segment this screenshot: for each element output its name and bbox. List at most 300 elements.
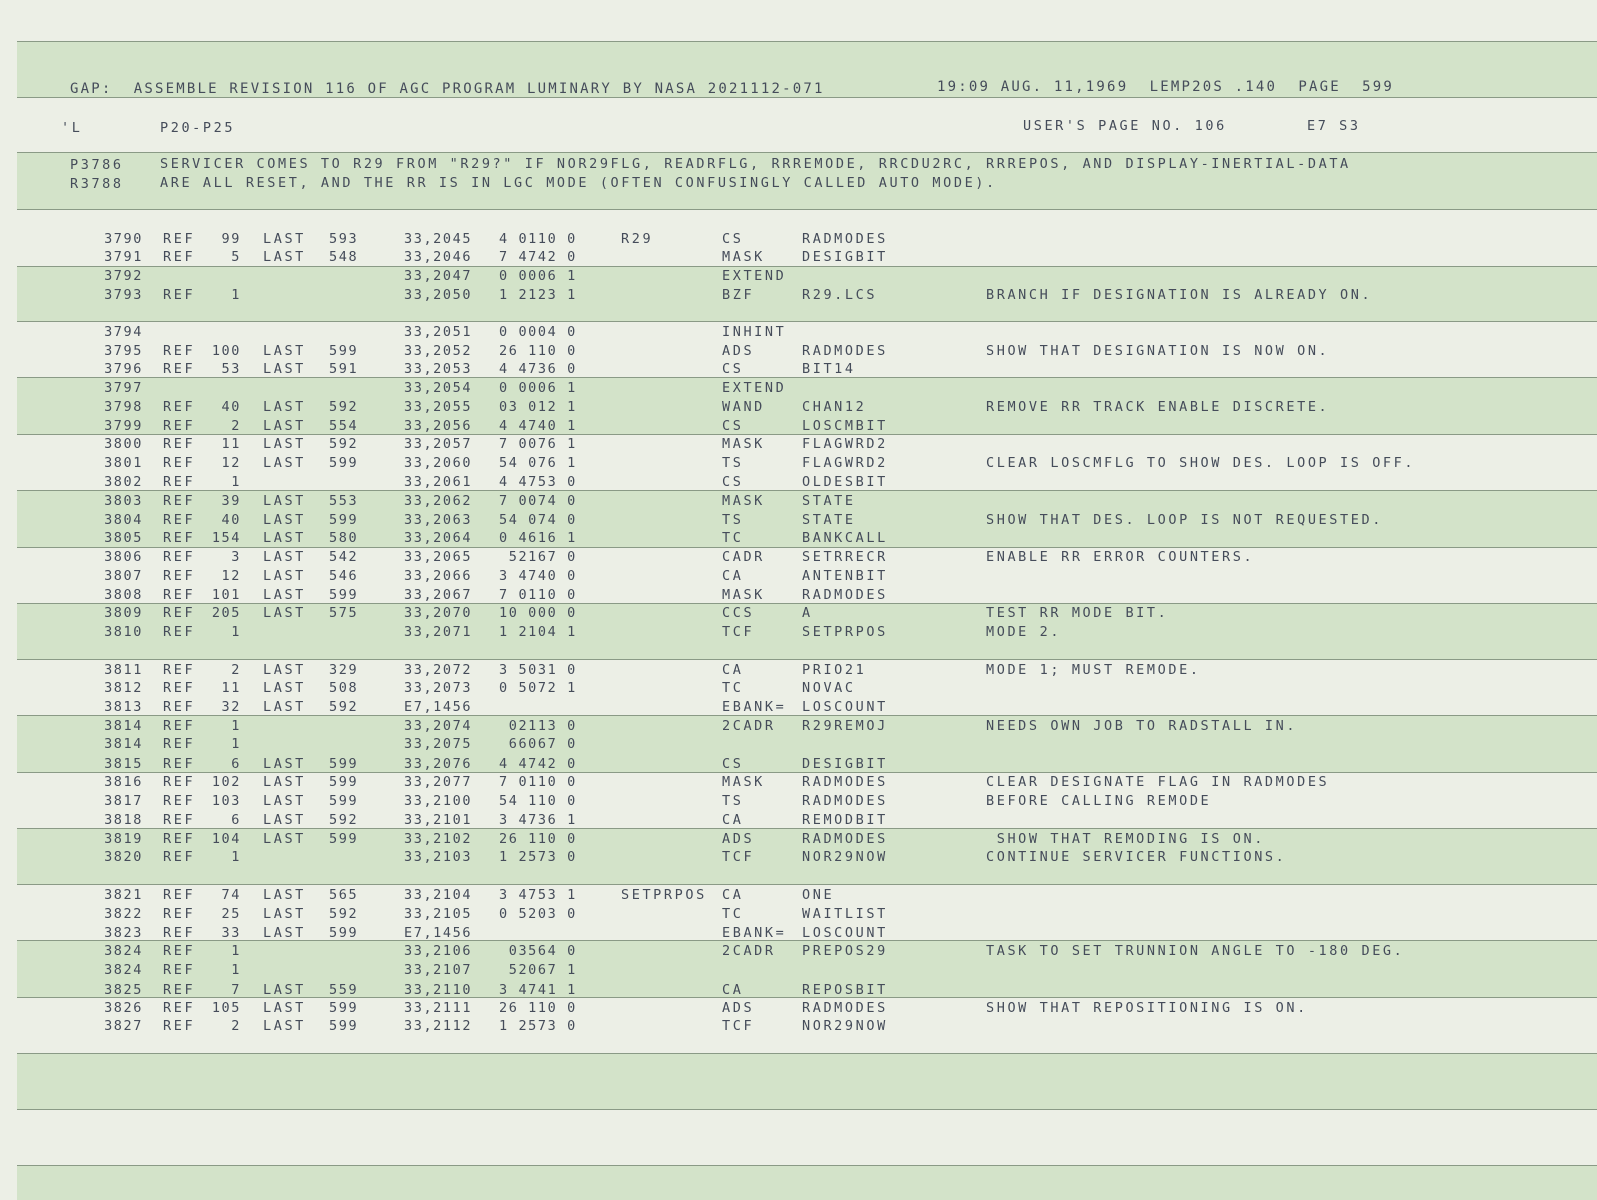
operand: CHAN12 xyxy=(802,399,867,415)
ref-tag: REF xyxy=(163,436,196,452)
ref-tag: REF xyxy=(163,399,196,415)
last-page: 580 xyxy=(329,530,359,546)
ref-count: 1 xyxy=(231,849,241,865)
octal-code: 54 076 1 xyxy=(499,455,577,471)
operand: DESIGBIT xyxy=(802,249,888,265)
opcode: MASK xyxy=(722,774,765,790)
address: 33,2052 xyxy=(404,343,473,359)
printout-sheet xyxy=(17,0,1597,1200)
last-page: 592 xyxy=(329,812,359,828)
operand: NOR29NOW xyxy=(802,849,888,865)
remark-line-loc: R3788 xyxy=(70,176,124,192)
address: 33,2076 xyxy=(404,756,473,772)
users-page-number: USER'S PAGE NO. 106 xyxy=(1023,118,1227,134)
last-page: 329 xyxy=(329,662,359,678)
line-number: 3797 xyxy=(104,380,143,396)
address: 33,2053 xyxy=(404,361,473,377)
band-divider xyxy=(17,1109,1597,1110)
ref-tag: REF xyxy=(163,812,196,828)
last-page: 565 xyxy=(329,887,359,903)
band-divider xyxy=(17,884,1597,885)
opcode: TS xyxy=(722,793,744,809)
ref-tag: REF xyxy=(163,793,196,809)
opcode: CS xyxy=(722,231,744,247)
symbol-label: SETPRPOS xyxy=(621,887,707,903)
octal-code: 4 4736 0 xyxy=(499,361,577,377)
ref-tag: REF xyxy=(163,925,196,941)
ref-tag: REF xyxy=(163,287,196,303)
operand: STATE xyxy=(802,493,856,509)
remark-line: SERVICER COMES TO R29 FROM "R29?" IF NOR29FLG, READRFLG, RRREMODE, RRCDU2RC, RRREPOS, AND DISPLAY-INERTIAL-DATA xyxy=(160,156,1351,172)
ref-tag: REF xyxy=(163,906,196,922)
listing-flag: 'L xyxy=(61,120,83,136)
address: 33,2066 xyxy=(404,568,473,584)
octal-code: 02113 0 xyxy=(499,718,577,734)
ref-tag: REF xyxy=(163,962,196,978)
last-tag: LAST xyxy=(263,587,306,603)
last-page: 599 xyxy=(329,756,359,772)
operand: R29REMOJ xyxy=(802,718,888,734)
octal-code: 0 5203 0 xyxy=(499,906,577,922)
line-number: 3812 xyxy=(104,680,143,696)
opcode: MASK xyxy=(722,249,765,265)
ref-count: 74 xyxy=(221,887,241,903)
comment: TEST RR MODE BIT. xyxy=(986,605,1169,621)
address: 33,2107 xyxy=(404,962,473,978)
last-page: 599 xyxy=(329,774,359,790)
address: E7,1456 xyxy=(404,925,473,941)
ref-tag: REF xyxy=(163,455,196,471)
octal-code: 54 110 0 xyxy=(499,793,577,809)
line-number: 3811 xyxy=(104,662,143,678)
ref-tag: REF xyxy=(163,418,196,434)
operand: A xyxy=(802,605,813,621)
ref-tag: REF xyxy=(163,512,196,528)
opcode: TCF xyxy=(722,849,755,865)
operand: ONE xyxy=(802,887,835,903)
line-number: 3795 xyxy=(104,343,143,359)
ref-count: 12 xyxy=(221,455,241,471)
ref-count: 99 xyxy=(221,231,241,247)
ref-count: 103 xyxy=(211,793,241,809)
octal-code: 1 2573 0 xyxy=(499,849,577,865)
address: 33,2060 xyxy=(404,455,473,471)
ref-tag: REF xyxy=(163,549,196,565)
ref-count: 32 xyxy=(221,699,241,715)
ref-count: 102 xyxy=(211,774,241,790)
address: 33,2062 xyxy=(404,493,473,509)
opcode: CADR xyxy=(722,549,765,565)
last-tag: LAST xyxy=(263,605,306,621)
address: 33,2055 xyxy=(404,399,473,415)
last-page: 554 xyxy=(329,418,359,434)
ref-tag: REF xyxy=(163,849,196,865)
octal-code: 1 2573 0 xyxy=(499,1018,577,1034)
address: 33,2051 xyxy=(404,324,473,340)
octal-code: 26 110 0 xyxy=(499,1000,577,1016)
ref-count: 39 xyxy=(221,493,241,509)
address: 33,2061 xyxy=(404,474,473,490)
opcode: INHINT xyxy=(722,324,787,340)
operand: ANTENBIT xyxy=(802,568,888,584)
operand: FLAGWRD2 xyxy=(802,455,888,471)
last-tag: LAST xyxy=(263,680,306,696)
address: 33,2046 xyxy=(404,249,473,265)
ref-count: 2 xyxy=(231,1018,241,1034)
ref-count: 11 xyxy=(221,680,241,696)
opcode: CA xyxy=(722,662,744,678)
green-bar-band xyxy=(17,1053,1597,1109)
address: 33,2106 xyxy=(404,943,473,959)
last-tag: LAST xyxy=(263,1000,306,1016)
line-number: 3803 xyxy=(104,493,143,509)
operand: DESIGBIT xyxy=(802,756,888,772)
last-tag: LAST xyxy=(263,756,306,772)
last-tag: LAST xyxy=(263,493,306,509)
octal-code: 03564 0 xyxy=(499,943,577,959)
address: 33,2045 xyxy=(404,231,473,247)
ref-tag: REF xyxy=(163,587,196,603)
octal-code: 0 0006 1 xyxy=(499,268,577,284)
last-tag: LAST xyxy=(263,699,306,715)
last-tag: LAST xyxy=(263,887,306,903)
octal-code: 0 4616 1 xyxy=(499,530,577,546)
address: 33,2110 xyxy=(404,982,473,998)
last-tag: LAST xyxy=(263,231,306,247)
ref-count: 154 xyxy=(211,530,241,546)
band-divider xyxy=(17,41,1597,42)
opcode: CA xyxy=(722,887,744,903)
address: 33,2067 xyxy=(404,587,473,603)
last-page: 599 xyxy=(329,793,359,809)
octal-code: 0 0006 1 xyxy=(499,380,577,396)
last-tag: LAST xyxy=(263,793,306,809)
operand: NOVAC xyxy=(802,680,856,696)
address: 33,2071 xyxy=(404,624,473,640)
comment: TASK TO SET TRUNNION ANGLE TO -180 DEG. xyxy=(986,943,1405,959)
address: 33,2103 xyxy=(404,849,473,865)
octal-code: 0 0004 0 xyxy=(499,324,577,340)
ref-tag: REF xyxy=(163,943,196,959)
line-number: 3810 xyxy=(104,624,143,640)
line-number: 3806 xyxy=(104,549,143,565)
ref-count: 7 xyxy=(231,982,241,998)
opcode: ADS xyxy=(722,831,755,847)
opcode: CA xyxy=(722,812,744,828)
ref-tag: REF xyxy=(163,756,196,772)
opcode: CA xyxy=(722,982,744,998)
octal-code: 10 000 0 xyxy=(499,605,577,621)
last-tag: LAST xyxy=(263,418,306,434)
last-tag: LAST xyxy=(263,982,306,998)
opcode: CA xyxy=(722,568,744,584)
octal-code: 7 4742 0 xyxy=(499,249,577,265)
octal-code: 3 4736 1 xyxy=(499,812,577,828)
line-number: 3798 xyxy=(104,399,143,415)
comment: BRANCH IF DESIGNATION IS ALREADY ON. xyxy=(986,287,1373,303)
comment: SHOW THAT DESIGNATION IS NOW ON. xyxy=(986,343,1330,359)
opcode: TC xyxy=(722,680,744,696)
ref-tag: REF xyxy=(163,493,196,509)
address: 33,2073 xyxy=(404,680,473,696)
address: 33,2057 xyxy=(404,436,473,452)
comment: SHOW THAT REMODING IS ON. xyxy=(986,831,1265,847)
comment: SHOW THAT DES. LOOP IS NOT REQUESTED. xyxy=(986,512,1383,528)
line-number: 3821 xyxy=(104,887,143,903)
line-number: 3791 xyxy=(104,249,143,265)
operand: FLAGWRD2 xyxy=(802,436,888,452)
ref-tag: REF xyxy=(163,1018,196,1034)
ref-tag: REF xyxy=(163,361,196,377)
operand: LOSCOUNT xyxy=(802,925,888,941)
octal-code: 66067 0 xyxy=(499,736,577,752)
band-divider xyxy=(17,209,1597,210)
address: 33,2070 xyxy=(404,605,473,621)
line-number: 3815 xyxy=(104,756,143,772)
last-page: 559 xyxy=(329,982,359,998)
ref-count: 5 xyxy=(231,249,241,265)
octal-code: 1 2104 1 xyxy=(499,624,577,640)
octal-code: 3 4741 1 xyxy=(499,982,577,998)
address: 33,2100 xyxy=(404,793,473,809)
line-number: 3814 xyxy=(104,736,143,752)
last-tag: LAST xyxy=(263,530,306,546)
line-number: 3809 xyxy=(104,605,143,621)
octal-code: 3 5031 0 xyxy=(499,662,577,678)
opcode: TS xyxy=(722,455,744,471)
address: 33,2074 xyxy=(404,718,473,734)
comment: CONTINUE SERVICER FUNCTIONS. xyxy=(986,849,1287,865)
operand: PREPOS29 xyxy=(802,943,888,959)
address: 33,2054 xyxy=(404,380,473,396)
line-number: 3819 xyxy=(104,831,143,847)
ref-tag: REF xyxy=(163,568,196,584)
ref-tag: REF xyxy=(163,1000,196,1016)
comment: CLEAR DESIGNATE FLAG IN RADMODES xyxy=(986,774,1330,790)
operand: PRIO21 xyxy=(802,662,867,678)
ref-count: 53 xyxy=(221,361,241,377)
operand: RADMODES xyxy=(802,1000,888,1016)
line-number: 3827 xyxy=(104,1018,143,1034)
last-page: 599 xyxy=(329,343,359,359)
ref-tag: REF xyxy=(163,624,196,640)
last-tag: LAST xyxy=(263,343,306,359)
ref-count: 100 xyxy=(211,343,241,359)
symbol-label: R29 xyxy=(621,231,654,247)
last-tag: LAST xyxy=(263,568,306,584)
address: 33,2112 xyxy=(404,1018,473,1034)
opcode: TCF xyxy=(722,624,755,640)
line-number: 3794 xyxy=(104,324,143,340)
last-tag: LAST xyxy=(263,812,306,828)
line-number: 3792 xyxy=(104,268,143,284)
last-tag: LAST xyxy=(263,831,306,847)
ref-tag: REF xyxy=(163,231,196,247)
operand: STATE xyxy=(802,512,856,528)
opcode: CCS xyxy=(722,605,755,621)
opcode: EBANK= xyxy=(722,925,787,941)
opcode: 2CADR xyxy=(722,943,776,959)
last-page: 592 xyxy=(329,436,359,452)
last-page: 592 xyxy=(329,906,359,922)
last-page: 542 xyxy=(329,549,359,565)
ref-count: 6 xyxy=(231,756,241,772)
address: E7,1456 xyxy=(404,699,473,715)
ref-count: 1 xyxy=(231,718,241,734)
last-tag: LAST xyxy=(263,549,306,565)
ref-count: 105 xyxy=(211,1000,241,1016)
opcode: CS xyxy=(722,361,744,377)
octal-code: 7 0110 0 xyxy=(499,587,577,603)
line-number: 3790 xyxy=(104,231,143,247)
opcode: TC xyxy=(722,906,744,922)
line-number: 3793 xyxy=(104,287,143,303)
ref-count: 205 xyxy=(211,605,241,621)
timestamp-page-header: 19:09 AUG. 11,1969 LEMP20S .140 PAGE 599 xyxy=(937,79,1395,95)
ref-count: 40 xyxy=(221,512,241,528)
ref-count: 3 xyxy=(231,549,241,565)
last-tag: LAST xyxy=(263,455,306,471)
last-page: 599 xyxy=(329,925,359,941)
ref-count: 2 xyxy=(231,662,241,678)
band-divider xyxy=(17,1053,1597,1054)
operand: SETPRPOS xyxy=(802,624,888,640)
last-page: 592 xyxy=(329,699,359,715)
octal-code: 52067 1 xyxy=(499,962,577,978)
band-divider xyxy=(17,266,1597,267)
last-page: 593 xyxy=(329,231,359,247)
opcode: MASK xyxy=(722,587,765,603)
octal-code: 54 074 0 xyxy=(499,512,577,528)
last-tag: LAST xyxy=(263,399,306,415)
ref-tag: REF xyxy=(163,680,196,696)
opcode: CS xyxy=(722,474,744,490)
remark-line: ARE ALL RESET, AND THE RR IS IN LGC MODE (OFTEN CONFUSINGLY CALLED AUTO MODE). xyxy=(160,175,997,191)
octal-code: 26 110 0 xyxy=(499,343,577,359)
octal-code: 52167 0 xyxy=(499,549,577,565)
opcode: BZF xyxy=(722,287,755,303)
opcode: EBANK= xyxy=(722,699,787,715)
last-page: 546 xyxy=(329,568,359,584)
address: 33,2064 xyxy=(404,530,473,546)
octal-code: 7 0110 0 xyxy=(499,774,577,790)
operand: RADMODES xyxy=(802,793,888,809)
address: 33,2101 xyxy=(404,812,473,828)
last-page: 548 xyxy=(329,249,359,265)
last-page: 599 xyxy=(329,587,359,603)
opcode: TC xyxy=(722,530,744,546)
opcode: EXTEND xyxy=(722,380,787,396)
ref-count: 104 xyxy=(211,831,241,847)
address: 33,2072 xyxy=(404,662,473,678)
comment: MODE 2. xyxy=(986,624,1062,640)
octal-code: 0 5072 1 xyxy=(499,680,577,696)
ref-tag: REF xyxy=(163,718,196,734)
line-number: 3802 xyxy=(104,474,143,490)
octal-code: 3 4740 0 xyxy=(499,568,577,584)
opcode: ADS xyxy=(722,343,755,359)
ref-tag: REF xyxy=(163,736,196,752)
octal-code: 3 4753 1 xyxy=(499,887,577,903)
opcode: TCF xyxy=(722,1018,755,1034)
opcode: TS xyxy=(722,512,744,528)
operand: OLDESBIT xyxy=(802,474,888,490)
ref-count: 1 xyxy=(231,474,241,490)
address: 33,2075 xyxy=(404,736,473,752)
line-number: 3822 xyxy=(104,906,143,922)
address: 33,2111 xyxy=(404,1000,473,1016)
line-number: 3816 xyxy=(104,774,143,790)
address: 33,2102 xyxy=(404,831,473,847)
opcode: ADS xyxy=(722,1000,755,1016)
band-divider xyxy=(17,152,1597,153)
octal-code: 1 2123 1 xyxy=(499,287,577,303)
opcode: CS xyxy=(722,418,744,434)
ref-count: 1 xyxy=(231,624,241,640)
comment: REMOVE RR TRACK ENABLE DISCRETE. xyxy=(986,399,1330,415)
line-number: 3799 xyxy=(104,418,143,434)
last-tag: LAST xyxy=(263,906,306,922)
operand: RADMODES xyxy=(802,343,888,359)
code-reference: E7 S3 xyxy=(1307,118,1361,134)
last-page: 575 xyxy=(329,605,359,621)
ref-tag: REF xyxy=(163,831,196,847)
octal-code: 03 012 1 xyxy=(499,399,577,415)
ref-count: 101 xyxy=(211,587,241,603)
operand: BANKCALL xyxy=(802,530,888,546)
band-divider xyxy=(17,659,1597,660)
last-page: 599 xyxy=(329,1018,359,1034)
line-number: 3814 xyxy=(104,718,143,734)
last-tag: LAST xyxy=(263,436,306,452)
opcode: EXTEND xyxy=(722,268,787,284)
band-divider xyxy=(17,321,1597,322)
last-page: 553 xyxy=(329,493,359,509)
ref-count: 11 xyxy=(221,436,241,452)
line-number: 3823 xyxy=(104,925,143,941)
octal-code: 7 0074 0 xyxy=(499,493,577,509)
opcode: CS xyxy=(722,756,744,772)
address: 33,2056 xyxy=(404,418,473,434)
line-number: 3800 xyxy=(104,436,143,452)
ref-count: 1 xyxy=(231,962,241,978)
line-number: 3813 xyxy=(104,699,143,715)
ref-count: 1 xyxy=(231,943,241,959)
octal-code: 7 0076 1 xyxy=(499,436,577,452)
operand: LOSCMBIT xyxy=(802,418,888,434)
line-number: 3805 xyxy=(104,530,143,546)
ref-tag: REF xyxy=(163,982,196,998)
line-number: 3824 xyxy=(104,943,143,959)
line-number: 3818 xyxy=(104,812,143,828)
last-page: 599 xyxy=(329,831,359,847)
operand: RADMODES xyxy=(802,231,888,247)
last-page: 599 xyxy=(329,1000,359,1016)
ref-tag: REF xyxy=(163,530,196,546)
last-page: 591 xyxy=(329,361,359,377)
comment: NEEDS OWN JOB TO RADSTALL IN. xyxy=(986,718,1298,734)
address: 33,2104 xyxy=(404,887,473,903)
octal-code: 4 4753 0 xyxy=(499,474,577,490)
section-name: P20-P25 xyxy=(160,120,236,136)
remark-line-loc: P3786 xyxy=(70,157,124,173)
ref-tag: REF xyxy=(163,343,196,359)
comment: BEFORE CALLING REMODE xyxy=(986,793,1212,809)
line-number: 3804 xyxy=(104,512,143,528)
ref-count: 40 xyxy=(221,399,241,415)
comment: MODE 1; MUST REMODE. xyxy=(986,662,1201,678)
last-tag: LAST xyxy=(263,774,306,790)
